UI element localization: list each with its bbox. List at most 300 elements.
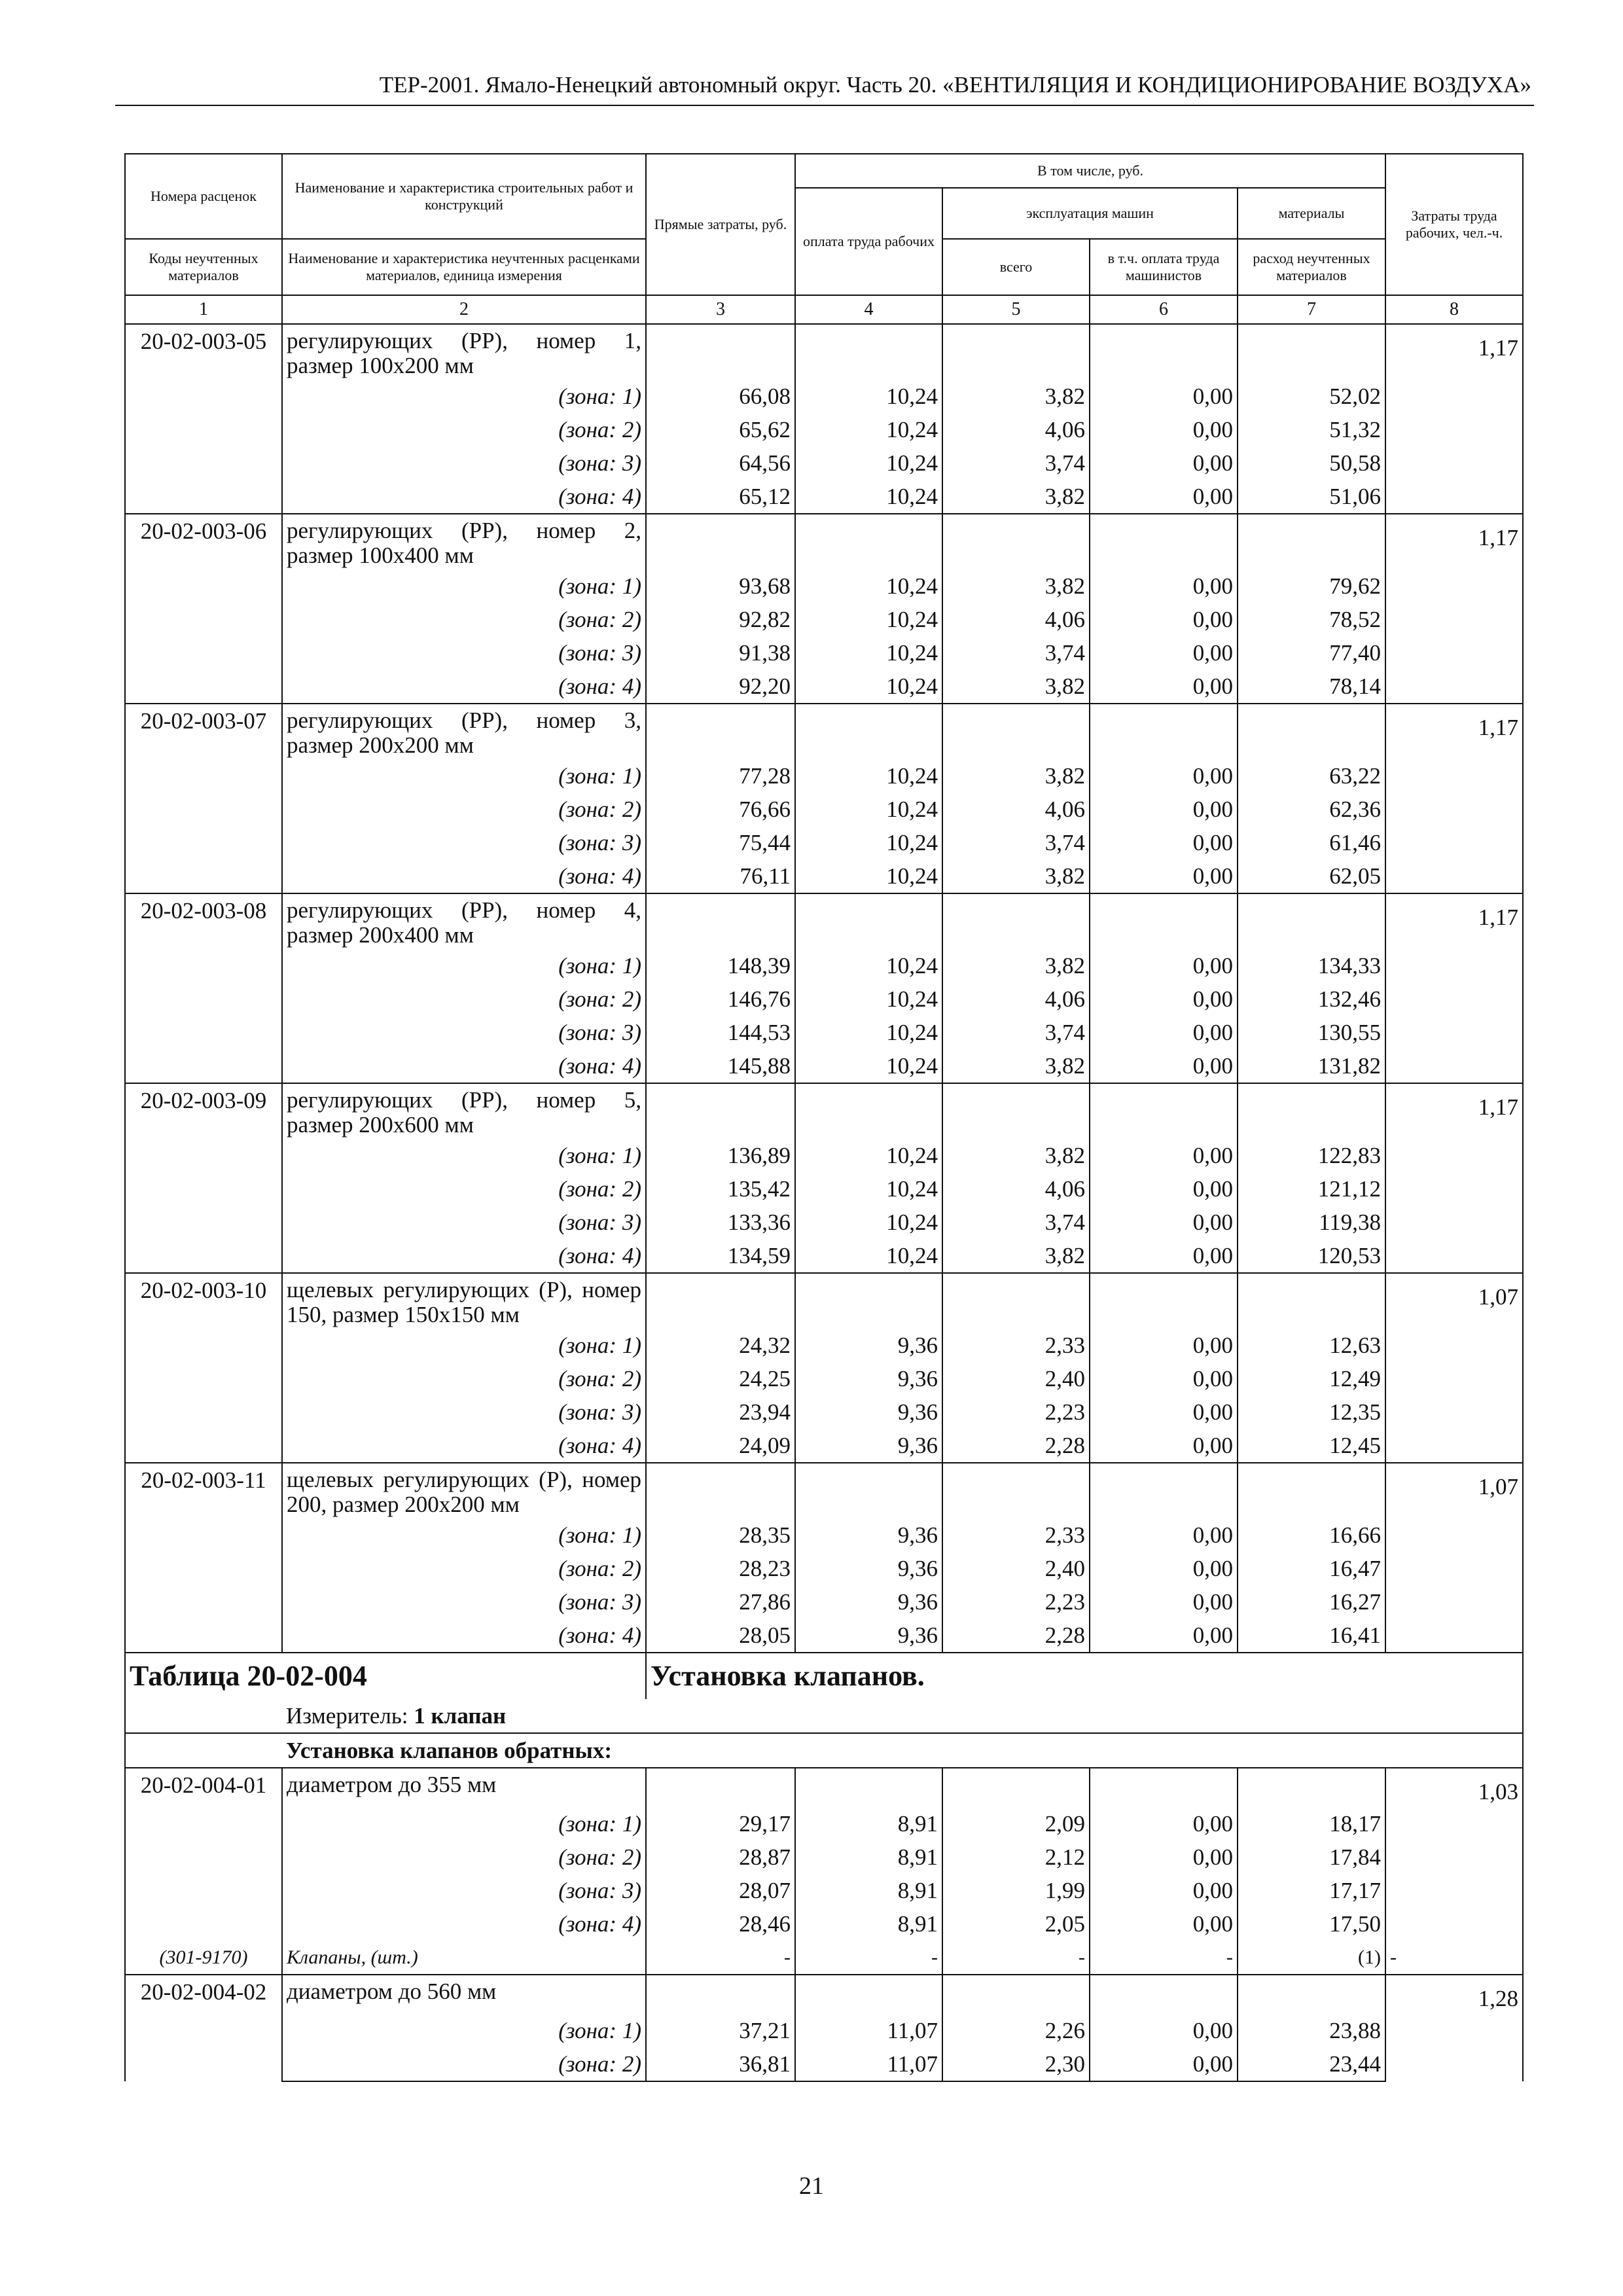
zone-value: 64,56 bbox=[646, 446, 795, 480]
zone-value: 3,82 bbox=[942, 1139, 1090, 1172]
zone-value: 10,24 bbox=[795, 413, 942, 446]
zone-value: 27,86 bbox=[646, 1585, 795, 1619]
labor-cost: 1,17 bbox=[1385, 324, 1523, 514]
material-value: - bbox=[1090, 1941, 1238, 1975]
zone-value: 12,49 bbox=[1238, 1362, 1385, 1395]
rate-code: 20-02-003-11 bbox=[125, 1463, 282, 1653]
zone-value: 77,40 bbox=[1238, 636, 1385, 670]
zone-value: 75,44 bbox=[646, 826, 795, 859]
zone-value: 24,32 bbox=[646, 1329, 795, 1362]
zone-value: 28,35 bbox=[646, 1518, 795, 1552]
labor-cost: 1,03 bbox=[1385, 1768, 1523, 1941]
zone-value: 2,28 bbox=[942, 1619, 1090, 1653]
zone-value: 65,12 bbox=[646, 480, 795, 514]
zone-label: (зона: 3) bbox=[282, 446, 646, 480]
zone-label: (зона: 1) bbox=[282, 1518, 646, 1552]
zone-value: 130,55 bbox=[1238, 1016, 1385, 1049]
zone-value: 3,82 bbox=[942, 949, 1090, 982]
page-number: 21 bbox=[799, 2172, 824, 2200]
zone-label: (зона: 3) bbox=[282, 1016, 646, 1049]
zone-row bbox=[125, 949, 1523, 982]
zone-value: 3,82 bbox=[942, 1239, 1090, 1273]
zone-label: (зона: 2) bbox=[282, 793, 646, 826]
zone-label: (зона: 4) bbox=[282, 1049, 646, 1083]
zone-value: 0,00 bbox=[1090, 759, 1238, 793]
measure-cell bbox=[282, 1699, 1523, 1733]
zone-label: (зона: 2) bbox=[282, 2047, 646, 2081]
zone-row bbox=[125, 859, 1523, 893]
zone-value: 2,26 bbox=[942, 2014, 1090, 2047]
zone-value: 0,00 bbox=[1090, 793, 1238, 826]
zone-value: 17,84 bbox=[1238, 1840, 1385, 1874]
zone-value: 16,47 bbox=[1238, 1552, 1385, 1585]
zone-value: 62,36 bbox=[1238, 793, 1385, 826]
work-name: регулирующих (РР), номер 5, размер 200х600 мм bbox=[282, 1083, 646, 1139]
zone-value: 37,21 bbox=[646, 2014, 795, 2047]
zone-value: 146,76 bbox=[646, 982, 795, 1016]
material-row bbox=[125, 1941, 1523, 1975]
labor-cost: 1,07 bbox=[1385, 1273, 1523, 1463]
table-row bbox=[125, 704, 1523, 759]
zone-value: 3,82 bbox=[942, 480, 1090, 514]
rate-code: 20-02-003-09 bbox=[125, 1083, 282, 1273]
col-index: 6 bbox=[1090, 295, 1238, 324]
zone-row bbox=[125, 1874, 1523, 1907]
rate-code: 20-02-004-01 bbox=[125, 1768, 282, 1941]
zone-value: 0,00 bbox=[1090, 1239, 1238, 1273]
col-machines-total-header: всего bbox=[942, 239, 1090, 295]
zone-value: 0,00 bbox=[1090, 569, 1238, 603]
table-row bbox=[125, 1975, 1523, 2014]
material-code: (301-9170) bbox=[125, 1941, 282, 1975]
zone-value: 0,00 bbox=[1090, 1395, 1238, 1429]
zone-label: (зона: 2) bbox=[282, 603, 646, 636]
running-header bbox=[115, 65, 1534, 106]
col-index: 2 bbox=[282, 295, 646, 324]
zone-label: (зона: 1) bbox=[282, 380, 646, 413]
zone-value: 0,00 bbox=[1090, 1840, 1238, 1874]
zone-value: 122,83 bbox=[1238, 1139, 1385, 1172]
material-value: - bbox=[646, 1941, 795, 1975]
zone-value: 77,28 bbox=[646, 759, 795, 793]
material-value: - bbox=[795, 1941, 942, 1975]
zone-value: 134,33 bbox=[1238, 949, 1385, 982]
col-index: 5 bbox=[942, 295, 1090, 324]
zone-label: (зона: 4) bbox=[282, 1907, 646, 1941]
zone-row bbox=[125, 480, 1523, 514]
zone-row bbox=[125, 1552, 1523, 1585]
zone-row bbox=[125, 1429, 1523, 1463]
zone-value: 0,00 bbox=[1090, 1552, 1238, 1585]
col-direct-costs-header: Прямые затраты, руб. bbox=[646, 154, 795, 295]
zone-value: 0,00 bbox=[1090, 480, 1238, 514]
zone-value: 2,28 bbox=[942, 1429, 1090, 1463]
zone-value: 2,23 bbox=[942, 1395, 1090, 1429]
zone-row bbox=[125, 1139, 1523, 1172]
zone-value: 134,59 bbox=[646, 1239, 795, 1273]
table-row bbox=[125, 1083, 1523, 1139]
price-table bbox=[124, 153, 1524, 2082]
zone-value: 10,24 bbox=[795, 1172, 942, 1206]
zone-value: 2,23 bbox=[942, 1585, 1090, 1619]
zone-value: 92,20 bbox=[646, 670, 795, 704]
rate-code: 20-02-004-02 bbox=[125, 1975, 282, 2081]
zone-row bbox=[125, 1016, 1523, 1049]
zone-value: 136,89 bbox=[646, 1139, 795, 1172]
zone-value: 4,06 bbox=[942, 793, 1090, 826]
zone-value: 9,36 bbox=[795, 1585, 942, 1619]
zone-value: 17,17 bbox=[1238, 1874, 1385, 1907]
zone-value: 8,91 bbox=[795, 1807, 942, 1840]
entries-body bbox=[125, 324, 1523, 1653]
table-20-02-004-header bbox=[125, 1653, 1523, 1768]
zone-value: 9,36 bbox=[795, 1395, 942, 1429]
zone-value: 12,45 bbox=[1238, 1429, 1385, 1463]
zone-value: 2,33 bbox=[942, 1329, 1090, 1362]
zone-value: 3,82 bbox=[942, 380, 1090, 413]
zone-value: 10,24 bbox=[795, 569, 942, 603]
zone-value: 2,09 bbox=[942, 1807, 1090, 1840]
zone-value: 148,39 bbox=[646, 949, 795, 982]
material-value: - bbox=[942, 1941, 1090, 1975]
zone-value: 36,81 bbox=[646, 2047, 795, 2081]
zone-value: 16,41 bbox=[1238, 1619, 1385, 1653]
zone-value: 28,07 bbox=[646, 1874, 795, 1907]
zone-value: 91,38 bbox=[646, 636, 795, 670]
entries2-body bbox=[125, 1768, 1523, 2081]
zone-value: 2,33 bbox=[942, 1518, 1090, 1552]
zone-value: 11,07 bbox=[795, 2047, 942, 2081]
zone-label: (зона: 3) bbox=[282, 636, 646, 670]
col-index: 7 bbox=[1238, 295, 1385, 324]
zone-label: (зона: 1) bbox=[282, 949, 646, 982]
zone-value: 132,46 bbox=[1238, 982, 1385, 1016]
zone-label: (зона: 3) bbox=[282, 1585, 646, 1619]
work-name: регулирующих (РР), номер 2, размер 100х400 мм bbox=[282, 514, 646, 569]
zone-value: 144,53 bbox=[646, 1016, 795, 1049]
zone-label: (зона: 4) bbox=[282, 859, 646, 893]
zone-value: 0,00 bbox=[1090, 670, 1238, 704]
zone-value: 0,00 bbox=[1090, 446, 1238, 480]
incl-header: В том числе, руб. bbox=[795, 154, 1385, 188]
zone-value: 3,74 bbox=[942, 1016, 1090, 1049]
zone-value: 66,08 bbox=[646, 380, 795, 413]
zone-row bbox=[125, 793, 1523, 826]
table-row bbox=[125, 324, 1523, 380]
zone-value: 0,00 bbox=[1090, 636, 1238, 670]
zone-value: 24,09 bbox=[646, 1429, 795, 1463]
table-row bbox=[125, 514, 1523, 569]
zone-value: 0,00 bbox=[1090, 1329, 1238, 1362]
zone-row bbox=[125, 1362, 1523, 1395]
zone-value: 10,24 bbox=[795, 826, 942, 859]
zone-value: 0,00 bbox=[1090, 413, 1238, 446]
zone-value: 79,62 bbox=[1238, 569, 1385, 603]
zone-label: (зона: 3) bbox=[282, 826, 646, 859]
material-value: (1) bbox=[1238, 1941, 1385, 1975]
labor-cost: 1,17 bbox=[1385, 704, 1523, 893]
table-row bbox=[125, 1768, 1523, 1807]
labor-cost: 1,17 bbox=[1385, 893, 1523, 1083]
zone-value: 0,00 bbox=[1090, 982, 1238, 1016]
zone-value: 61,46 bbox=[1238, 826, 1385, 859]
zone-value: 0,00 bbox=[1090, 1139, 1238, 1172]
zone-value: 18,17 bbox=[1238, 1807, 1385, 1840]
zone-row bbox=[125, 1585, 1523, 1619]
work-name: диаметром до 560 мм bbox=[282, 1975, 646, 2014]
zone-label: (зона: 3) bbox=[282, 1395, 646, 1429]
zone-value: 4,06 bbox=[942, 603, 1090, 636]
zone-value: 121,12 bbox=[1238, 1172, 1385, 1206]
zone-value: 10,24 bbox=[795, 603, 942, 636]
zone-label: (зона: 4) bbox=[282, 1429, 646, 1463]
zone-row bbox=[125, 1907, 1523, 1941]
zone-value: 0,00 bbox=[1090, 1362, 1238, 1395]
zone-label: (зона: 1) bbox=[282, 1329, 646, 1362]
zone-label: (зона: 2) bbox=[282, 1362, 646, 1395]
zone-value: 62,05 bbox=[1238, 859, 1385, 893]
table-subtitle: Установка клапанов. bbox=[651, 1660, 925, 1692]
zone-value: 10,24 bbox=[795, 1049, 942, 1083]
zone-row bbox=[125, 1049, 1523, 1083]
zone-value: 0,00 bbox=[1090, 1429, 1238, 1463]
work-name: диаметром до 355 мм bbox=[282, 1768, 646, 1807]
zone-value: 3,82 bbox=[942, 569, 1090, 603]
zone-row bbox=[125, 826, 1523, 859]
zone-value: 10,24 bbox=[795, 1139, 942, 1172]
zone-value: 2,05 bbox=[942, 1907, 1090, 1941]
zone-value: 10,24 bbox=[795, 1239, 942, 1273]
zone-value: 8,91 bbox=[795, 1907, 942, 1941]
rate-code: 20-02-003-10 bbox=[125, 1273, 282, 1463]
table-row bbox=[125, 893, 1523, 949]
col-index: 4 bbox=[795, 295, 942, 324]
zone-value: 4,06 bbox=[942, 1172, 1090, 1206]
zone-value: 52,02 bbox=[1238, 380, 1385, 413]
zone-value: 10,24 bbox=[795, 446, 942, 480]
zone-value: 10,24 bbox=[795, 759, 942, 793]
zone-value: 0,00 bbox=[1090, 1206, 1238, 1239]
work-name: регулирующих (РР), номер 1, размер 100х200 мм bbox=[282, 324, 646, 380]
zone-label: (зона: 4) bbox=[282, 1619, 646, 1653]
zone-value: 12,63 bbox=[1238, 1329, 1385, 1362]
zone-value: 10,24 bbox=[795, 636, 942, 670]
zone-value: 0,00 bbox=[1090, 1907, 1238, 1941]
zone-value: 8,91 bbox=[795, 1840, 942, 1874]
zone-value: 11,07 bbox=[795, 2014, 942, 2047]
zone-label: (зона: 1) bbox=[282, 2014, 646, 2047]
col-material-consumption-header: расход неучтенных материалов bbox=[1238, 239, 1385, 295]
zone-value: 10,24 bbox=[795, 982, 942, 1016]
zone-value: 9,36 bbox=[795, 1429, 942, 1463]
zone-value: 9,36 bbox=[795, 1619, 942, 1653]
materials-header: материалы bbox=[1238, 188, 1385, 239]
col-operators-wages-header: в т.ч. оплата труда машинистов bbox=[1090, 239, 1238, 295]
rate-code: 20-02-003-07 bbox=[125, 704, 282, 893]
zone-label: (зона: 3) bbox=[282, 1206, 646, 1239]
zone-value: 3,74 bbox=[942, 446, 1090, 480]
zone-value: 2,12 bbox=[942, 1840, 1090, 1874]
zone-value: 3,74 bbox=[942, 636, 1090, 670]
zone-value: 3,82 bbox=[942, 859, 1090, 893]
rate-code: 20-02-003-08 bbox=[125, 893, 282, 1083]
measure-value: 1 клапан bbox=[414, 1703, 507, 1729]
zone-value: 16,27 bbox=[1238, 1585, 1385, 1619]
col-labor-header: Затраты труда рабочих, чел.-ч. bbox=[1385, 154, 1523, 295]
col-material-names-header: Наименование и характеристика неучтенных расценками материалов, единица измерения bbox=[282, 239, 646, 295]
table-title: Таблица 20-02-004 bbox=[130, 1660, 367, 1692]
work-name: регулирующих (РР), номер 4, размер 200х400 мм bbox=[282, 893, 646, 949]
zone-value: 78,14 bbox=[1238, 670, 1385, 704]
zone-value: 76,66 bbox=[646, 793, 795, 826]
machines-header: эксплуатация машин bbox=[942, 188, 1238, 239]
zone-label: (зона: 1) bbox=[282, 1139, 646, 1172]
running-header-text: ТЕР-2001. Ямало-Ненецкий автономный округ. Часть 20. «ВЕНТИЛЯЦИЯ И КОНДИЦИОНИРОВАНИЕ ВОЗДУХА» bbox=[379, 72, 1531, 98]
zone-value: 10,24 bbox=[795, 949, 942, 982]
col-wages-header: оплата труда рабочих bbox=[795, 188, 942, 295]
zone-value: 63,22 bbox=[1238, 759, 1385, 793]
zone-value: 0,00 bbox=[1090, 603, 1238, 636]
work-name: щелевых регулирующих (Р), номер 150, размер 150х150 мм bbox=[282, 1273, 646, 1329]
zone-value: 133,36 bbox=[646, 1206, 795, 1239]
measure-label: Измеритель: bbox=[286, 1703, 408, 1729]
zone-value: 4,06 bbox=[942, 413, 1090, 446]
zone-label: (зона: 1) bbox=[282, 569, 646, 603]
zone-row bbox=[125, 1807, 1523, 1840]
zone-row bbox=[125, 670, 1523, 704]
zone-row bbox=[125, 1518, 1523, 1552]
section-title: Установка клапанов обратных: bbox=[282, 1733, 1523, 1768]
zone-label: (зона: 1) bbox=[282, 759, 646, 793]
zone-value: 135,42 bbox=[646, 1172, 795, 1206]
zone-value: 10,24 bbox=[795, 380, 942, 413]
zone-value: 65,62 bbox=[646, 413, 795, 446]
zone-value: 23,94 bbox=[646, 1395, 795, 1429]
zone-value: 0,00 bbox=[1090, 1874, 1238, 1907]
zone-value: 9,36 bbox=[795, 1329, 942, 1362]
zone-row bbox=[125, 2014, 1523, 2047]
table-row bbox=[125, 1463, 1523, 1518]
table-title-cell bbox=[125, 1653, 646, 1699]
zone-row bbox=[125, 446, 1523, 480]
zone-label: (зона: 4) bbox=[282, 480, 646, 514]
zone-value: 0,00 bbox=[1090, 1619, 1238, 1653]
zone-row bbox=[125, 1840, 1523, 1874]
work-name: щелевых регулирующих (Р), номер 200, размер 200х200 мм bbox=[282, 1463, 646, 1518]
zone-label: (зона: 4) bbox=[282, 670, 646, 704]
zone-value: 0,00 bbox=[1090, 1585, 1238, 1619]
zone-value: 3,74 bbox=[942, 826, 1090, 859]
zone-value: 3,82 bbox=[942, 1049, 1090, 1083]
rate-code: 20-02-003-06 bbox=[125, 514, 282, 704]
zone-value: 51,32 bbox=[1238, 413, 1385, 446]
zone-row bbox=[125, 1619, 1523, 1653]
zone-row bbox=[125, 380, 1523, 413]
zone-label: (зона: 2) bbox=[282, 982, 646, 1016]
zone-value: 0,00 bbox=[1090, 2047, 1238, 2081]
zone-value: 93,68 bbox=[646, 569, 795, 603]
zone-row bbox=[125, 1395, 1523, 1429]
zone-row bbox=[125, 569, 1523, 603]
zone-value: 10,24 bbox=[795, 480, 942, 514]
zone-value: 3,74 bbox=[942, 1206, 1090, 1239]
zone-value: 2,40 bbox=[942, 1362, 1090, 1395]
zone-value: 0,00 bbox=[1090, 1807, 1238, 1840]
col-codes-header: Номера расценок bbox=[125, 154, 282, 239]
zone-value: 9,36 bbox=[795, 1518, 942, 1552]
col-name-header: Наименование и характеристика строительных работ и конструкций bbox=[282, 154, 646, 239]
material-labor: - bbox=[1385, 1941, 1523, 1975]
zone-row bbox=[125, 1206, 1523, 1239]
zone-value: 29,17 bbox=[646, 1807, 795, 1840]
zone-value: 2,30 bbox=[942, 2047, 1090, 2081]
zone-row bbox=[125, 1172, 1523, 1206]
zone-value: 12,35 bbox=[1238, 1395, 1385, 1429]
labor-cost: 1,07 bbox=[1385, 1463, 1523, 1653]
zone-value: 0,00 bbox=[1090, 1518, 1238, 1552]
table-subtitle-cell bbox=[646, 1653, 1523, 1699]
zone-label: (зона: 2) bbox=[282, 1172, 646, 1206]
zone-value: 24,25 bbox=[646, 1362, 795, 1395]
zone-value: 28,87 bbox=[646, 1840, 795, 1874]
col-index: 8 bbox=[1385, 295, 1523, 324]
zone-value: 0,00 bbox=[1090, 859, 1238, 893]
zone-value: 51,06 bbox=[1238, 480, 1385, 514]
col-index: 1 bbox=[125, 295, 282, 324]
zone-value: 0,00 bbox=[1090, 1049, 1238, 1083]
rate-code: 20-02-003-05 bbox=[125, 324, 282, 514]
zone-value: 28,05 bbox=[646, 1619, 795, 1653]
zone-label: (зона: 2) bbox=[282, 1552, 646, 1585]
zone-value: 8,91 bbox=[795, 1874, 942, 1907]
zone-row bbox=[125, 2047, 1523, 2081]
zone-value: 10,24 bbox=[795, 793, 942, 826]
zone-row bbox=[125, 413, 1523, 446]
zone-value: 23,88 bbox=[1238, 2014, 1385, 2047]
zone-label: (зона: 2) bbox=[282, 1840, 646, 1874]
zone-value: 10,24 bbox=[795, 859, 942, 893]
zone-value: 145,88 bbox=[646, 1049, 795, 1083]
zone-value: 28,23 bbox=[646, 1552, 795, 1585]
zone-value: 76,11 bbox=[646, 859, 795, 893]
labor-cost: 1,28 bbox=[1385, 1975, 1523, 2081]
zone-value: 10,24 bbox=[795, 670, 942, 704]
zone-row bbox=[125, 982, 1523, 1016]
zone-value: 23,44 bbox=[1238, 2047, 1385, 2081]
zone-label: (зона: 4) bbox=[282, 1239, 646, 1273]
zone-value: 16,66 bbox=[1238, 1518, 1385, 1552]
zone-value: 9,36 bbox=[795, 1552, 942, 1585]
col-material-codes-header: Коды неучтенных материалов bbox=[125, 239, 282, 295]
zone-value: 3,82 bbox=[942, 670, 1090, 704]
zone-value: 92,82 bbox=[646, 603, 795, 636]
zone-value: 120,53 bbox=[1238, 1239, 1385, 1273]
zone-value: 0,00 bbox=[1090, 1172, 1238, 1206]
zone-value: 10,24 bbox=[795, 1206, 942, 1239]
col-index: 3 bbox=[646, 295, 795, 324]
zone-label: (зона: 2) bbox=[282, 413, 646, 446]
labor-cost: 1,17 bbox=[1385, 1083, 1523, 1273]
zone-row bbox=[125, 759, 1523, 793]
zone-value: 10,24 bbox=[795, 1016, 942, 1049]
zone-row bbox=[125, 1329, 1523, 1362]
zone-row bbox=[125, 1239, 1523, 1273]
zone-value: 9,36 bbox=[795, 1362, 942, 1395]
zone-value: 2,40 bbox=[942, 1552, 1090, 1585]
zone-value: 78,52 bbox=[1238, 603, 1385, 636]
material-name: Клапаны, (шт.) bbox=[282, 1941, 646, 1975]
zone-value: 50,58 bbox=[1238, 446, 1385, 480]
